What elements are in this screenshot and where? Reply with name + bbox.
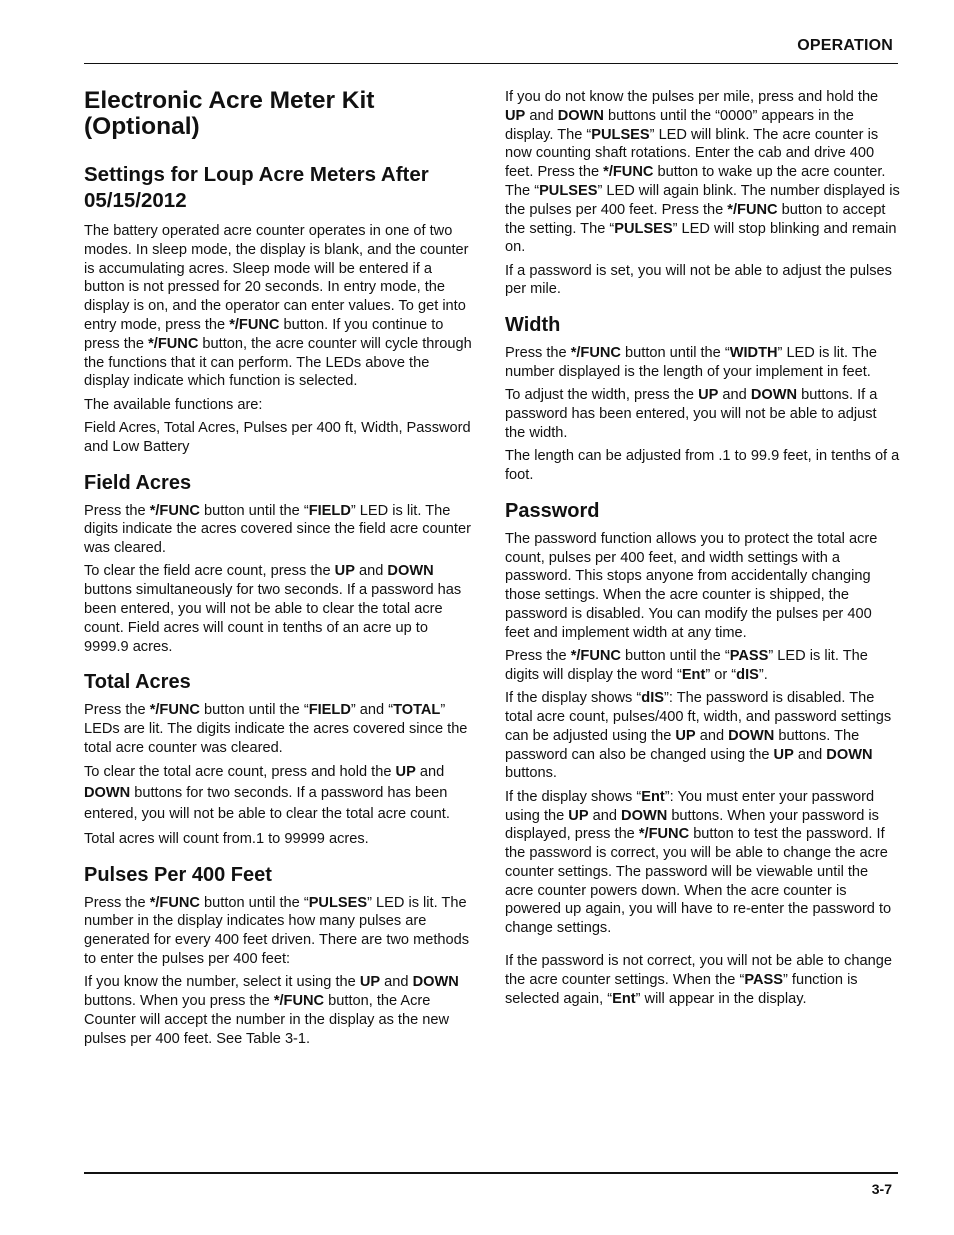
func-button-ref: */FUNC: [229, 316, 280, 333]
right-column: [505, 88, 900, 1013]
func-button-ref: */FUNC: [148, 335, 199, 352]
total-acres-paragraph-2: To clear the total acre count, press and hold the UP and DOWN buttons for two seconds. If a password has been entered, you will not be able to clear the total acre count.: [84, 764, 450, 823]
header-rule: [84, 63, 898, 64]
password-paragraph-3: If the display shows “dIS”: The password is disabled. The total acre count, pulses/400 ft, width, and password settings can be adjusted using the UP and DOWN buttons. The password can also be changed using the UP and DOWN buttons.: [505, 690, 892, 782]
width-paragraph-2: To adjust the width, press the UP and DOWN buttons. If a password has been entered, you will not be able to adjust the width.: [505, 387, 878, 441]
pulses-continued-paragraph-1: If you do not know the pulses per mile, press and hold the UP and DOWN buttons until the “0000” appears in the display. The “PULSES” LED will blink. The acre counter is now counting shaft rotations. Enter the cab and drive 400 feet. Press the */FUNC button to wake up the acre counter. The “PULSES” LED will again blink. The number displayed is the pulses per 400 feet. Press the */FUNC button to accept the setting. The “PULSES” LED will stop blinking and remain on.: [505, 89, 900, 256]
width-paragraph-1: Press the */FUNC button until the “WIDTH” LED is lit. The number displayed is the length of your implement in feet.: [505, 345, 878, 381]
field-acres-paragraph-2: To clear the field acre count, press the UP and DOWN buttons simultaneously for two seconds. If a password has been entered, you will not be able to clear the total acre count. Field acres will count in tenths of an acre up to 9999.9 acres.: [84, 563, 462, 655]
section-header: OPERATION: [797, 37, 893, 54]
heading-width: Width: [505, 314, 561, 337]
password-paragraph-1: The password function allows you to protect the total acre count, pulses per 400 feet, and width settings with a password. This stops anyone from accidentally changing those settings. When the acre counter is shipped, the password is disabled. You can modify the pulses per 400 feet and implement width at any time.: [505, 530, 878, 641]
page-number: 3-7: [871, 1181, 892, 1197]
heading-total-acres: Total Acres: [84, 671, 191, 694]
pulses-paragraph-2: If you know the number, select it using the UP and DOWN buttons. When you press the */FUNC button, the Acre Counter will accept the number in the display as the new pulses per 400 feet. See Table 3-1.: [84, 974, 459, 1047]
heading-pulses: Pulses Per 400 Feet: [84, 863, 272, 886]
pulses-continued-paragraph-2: If a password is set, you will not be able to adjust the pulses per mile.: [505, 262, 892, 298]
pulses-paragraph-1: Press the */FUNC button until the “PULSES” LED is lit. The number in the display indicates how many pulses are generated for every 400 feet driven. There are two methods to enter the pulses per 400 feet:: [84, 894, 470, 968]
functions-list: Field Acres, Total Acres, Pulses per 400 ft, Width, Password and Low Battery: [84, 419, 471, 455]
total-acres-paragraph-3: Total acres will count from.1 to 99999 acres.: [84, 830, 369, 847]
heading-field-acres: Field Acres: [84, 471, 192, 494]
functions-intro: The available functions are:: [84, 396, 263, 413]
field-acres-paragraph-1: Press the */FUNC button until the “FIELD” LED is lit. The digits indicate the acres covered since the field acre counter was cleared.: [84, 502, 471, 557]
width-paragraph-3: The length can be adjusted from .1 to 99.9 feet, in tenths of a foot.: [505, 448, 900, 484]
total-acres-paragraph-1: Press the */FUNC button until the “FIELD” and “TOTAL” LEDs are lit. The digits indicate the acres covered since the total acre counter was cleared.: [84, 702, 468, 757]
password-paragraph-4: If the display shows “Ent”: You must enter your password using the UP and DOWN buttons. When your password is displayed, press the */FUNC button to test the password. If the password is correct, you will be able to change the acre counter settings. The password will be viewable until the acre counter powers down. When the acre counter is powered up again, you will have to re-enter the password to change settings.: [505, 788, 892, 937]
footer-rule: [84, 1172, 898, 1174]
intro-paragraph: The battery operated acre counter operates in one of two modes. In sleep mode, the display is blank, and the counter is accumulating acres. Sleep mode will be entered if a button is not pressed for 20 seconds. In entry mode, the display is on, and the operator can enter values. To get into entry mode, press the */FUNC button. If you continue to press the */FUNC button, the acre counter will cycle through the functions that it can perform. The LEDs above the display indicate which function is selected.: [84, 223, 472, 390]
heading-password: Password: [505, 499, 600, 522]
left-column: [84, 84, 476, 1053]
password-paragraph-5: If the password is not correct, you will not be able to change the acre counter settings. When the “PASS” function is selected again, “Ent” will appear in the display.: [505, 953, 892, 1007]
section-subtitle: Settings for Loup Acre Meters After 05/15/2012: [84, 163, 429, 212]
page-title: Electronic Acre Meter Kit (Optional): [84, 87, 375, 140]
password-paragraph-2: Press the */FUNC button until the “PASS” LED is lit. The digits will display the word “Ent” or “dIS”.: [505, 648, 868, 683]
